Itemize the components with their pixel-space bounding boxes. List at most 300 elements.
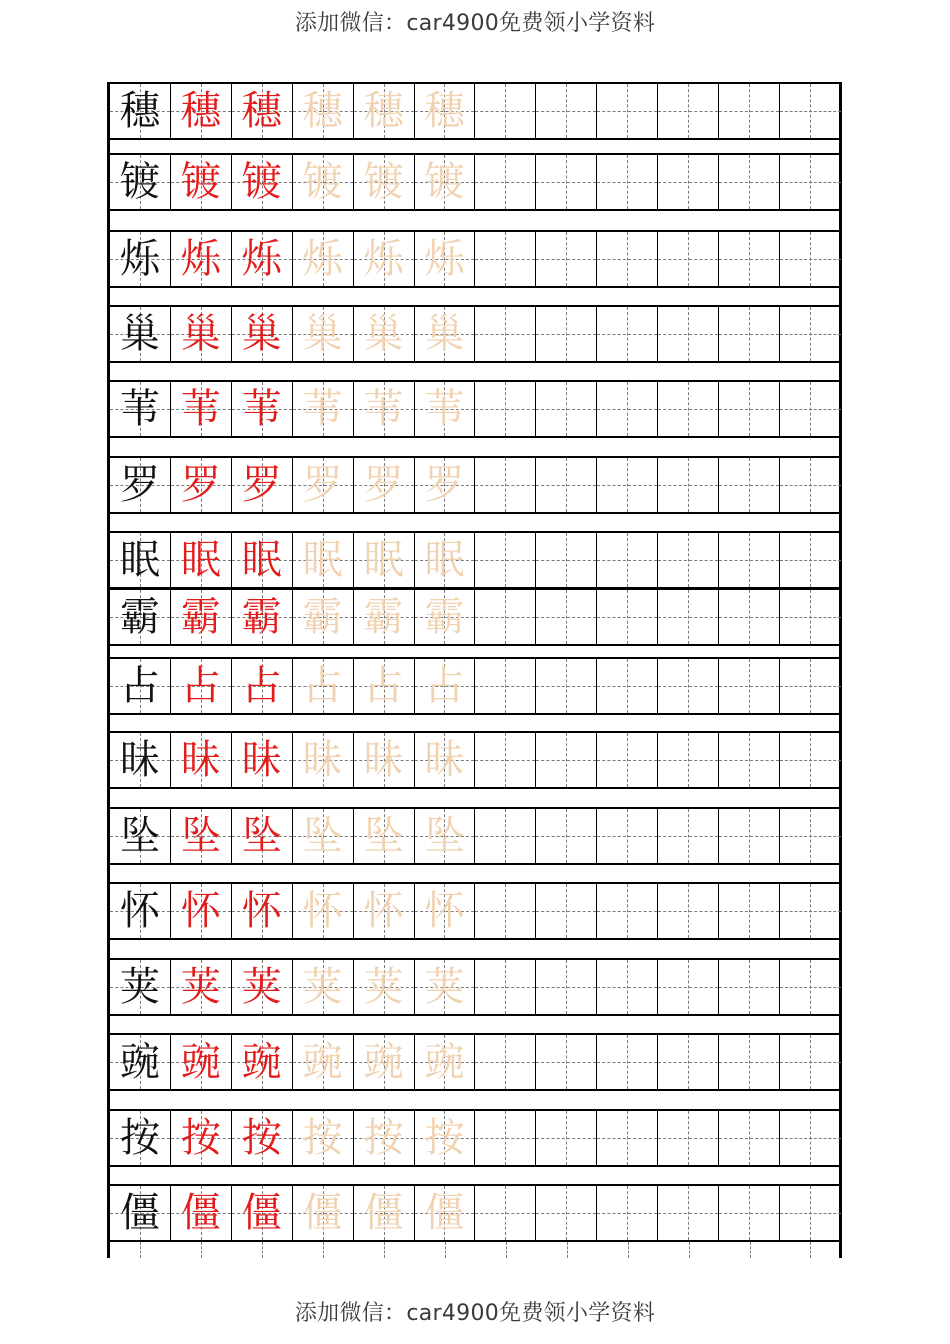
red-example-cell [171, 733, 232, 787]
blank-writing-cell [597, 1111, 658, 1165]
trace-character-cell [354, 84, 415, 138]
trace-character: 昧 [424, 737, 465, 783]
trace-character-cell [354, 733, 415, 787]
practice-row [110, 588, 839, 646]
blank-writing-cell [536, 733, 597, 787]
trace-character: 烁 [424, 236, 465, 282]
blank-writing-cell [475, 809, 536, 863]
trace-character: 荚 [302, 964, 343, 1010]
trace-character-cell [415, 733, 476, 787]
trace-character-cell [354, 809, 415, 863]
example-character: 烁 [180, 236, 221, 282]
red-example-cell [232, 458, 293, 512]
blank-writing-cell [719, 1186, 780, 1240]
blank-writing-cell [780, 733, 841, 787]
blank-writing-cell [658, 884, 719, 938]
practice-row [110, 230, 839, 288]
trace-character-cell [415, 232, 476, 286]
red-example-cell [232, 155, 293, 209]
blank-writing-cell [780, 1111, 841, 1165]
trace-character-cell [293, 809, 354, 863]
trace-character-cell [293, 307, 354, 361]
trace-character-cell [415, 809, 476, 863]
trace-character: 怀 [424, 888, 465, 934]
example-character: 怀 [180, 888, 221, 934]
example-character: 僵 [180, 1190, 221, 1236]
example-character: 眠 [241, 537, 282, 583]
blank-writing-cell [658, 382, 719, 436]
practice-row [110, 153, 839, 211]
blank-writing-cell [597, 382, 658, 436]
blank-writing-cell [658, 1035, 719, 1089]
red-example-cell [171, 458, 232, 512]
blank-writing-cell [597, 232, 658, 286]
trace-character-cell [354, 1035, 415, 1089]
trace-character: 镀 [302, 159, 343, 205]
footer-watermark: 添加微信：car4900免费领小学资料 [294, 1301, 656, 1326]
blank-writing-cell [536, 884, 597, 938]
example-character: 霸 [180, 594, 221, 640]
red-example-cell [171, 659, 232, 713]
blank-writing-cell [475, 155, 536, 209]
trace-character: 巢 [424, 311, 465, 357]
trace-character: 苇 [302, 386, 343, 432]
example-character: 占 [180, 663, 221, 709]
model-character-cell [110, 1111, 171, 1165]
practice-row [110, 657, 839, 715]
example-character: 怀 [241, 888, 282, 934]
example-character: 穗 [180, 88, 221, 134]
trace-character: 穗 [302, 88, 343, 134]
blank-writing-cell [719, 884, 780, 938]
blank-writing-cell [780, 1035, 841, 1089]
tail-guide [293, 1242, 354, 1258]
blank-writing-cell [597, 960, 658, 1014]
red-example-cell [232, 960, 293, 1014]
blank-writing-cell [780, 382, 841, 436]
trace-character-cell [415, 884, 476, 938]
practice-row [110, 305, 839, 363]
model-character: 穗 [119, 88, 160, 134]
red-example-cell [232, 1035, 293, 1089]
blank-writing-cell [536, 960, 597, 1014]
example-character: 苇 [241, 386, 282, 432]
blank-writing-cell [536, 155, 597, 209]
model-character-cell [110, 84, 171, 138]
trace-character-cell [293, 659, 354, 713]
blank-writing-cell [658, 1186, 719, 1240]
blank-writing-cell [658, 733, 719, 787]
blank-writing-cell [780, 307, 841, 361]
model-character: 僵 [119, 1190, 160, 1236]
red-example-cell [232, 884, 293, 938]
trace-character-cell [354, 1186, 415, 1240]
blank-writing-cell [536, 1111, 597, 1165]
example-character: 占 [241, 663, 282, 709]
example-character: 镀 [241, 159, 282, 205]
trace-character: 烁 [302, 236, 343, 282]
model-character-cell [110, 382, 171, 436]
blank-writing-cell [658, 590, 719, 644]
red-example-cell [171, 1186, 232, 1240]
blank-writing-cell [597, 84, 658, 138]
example-character: 昧 [241, 737, 282, 783]
trace-character: 坠 [302, 813, 343, 859]
trace-character-cell [354, 307, 415, 361]
blank-writing-cell [719, 84, 780, 138]
trace-character: 巢 [363, 311, 404, 357]
trace-character: 坠 [424, 813, 465, 859]
trace-character: 罗 [424, 462, 465, 508]
trace-character-cell [354, 884, 415, 938]
blank-writing-cell [719, 1035, 780, 1089]
blank-writing-cell [536, 307, 597, 361]
example-character: 霸 [241, 594, 282, 640]
model-character-cell [110, 1186, 171, 1240]
model-character: 罗 [119, 462, 160, 508]
red-example-cell [232, 809, 293, 863]
trace-character: 苇 [363, 386, 404, 432]
blank-writing-cell [536, 382, 597, 436]
blank-writing-cell [475, 307, 536, 361]
blank-writing-cell [719, 382, 780, 436]
model-character: 坠 [119, 813, 160, 859]
blank-writing-cell [719, 590, 780, 644]
blank-writing-cell [719, 659, 780, 713]
red-example-cell [171, 155, 232, 209]
example-character: 苇 [180, 386, 221, 432]
model-character-cell [110, 960, 171, 1014]
blank-writing-cell [536, 533, 597, 587]
example-character: 穗 [241, 88, 282, 134]
model-character-cell [110, 1035, 171, 1089]
model-character-cell [110, 232, 171, 286]
model-character: 豌 [119, 1039, 160, 1085]
trace-character: 僵 [363, 1190, 404, 1236]
blank-writing-cell [658, 809, 719, 863]
tail-guide [415, 1242, 476, 1258]
red-example-cell [232, 733, 293, 787]
example-character: 巢 [241, 311, 282, 357]
trace-character: 豌 [424, 1039, 465, 1085]
example-character: 巢 [180, 311, 221, 357]
trace-character: 豌 [363, 1039, 404, 1085]
example-character: 僵 [241, 1190, 282, 1236]
practice-row [110, 456, 839, 514]
trace-character: 眠 [424, 537, 465, 583]
blank-writing-cell [536, 590, 597, 644]
blank-writing-cell [780, 590, 841, 644]
trace-character-cell [293, 84, 354, 138]
red-example-cell [232, 659, 293, 713]
blank-writing-cell [658, 232, 719, 286]
blank-writing-cell [475, 733, 536, 787]
blank-writing-cell [475, 382, 536, 436]
trace-character: 昧 [302, 737, 343, 783]
blank-writing-cell [597, 533, 658, 587]
tail-guide [110, 1242, 171, 1258]
trace-character-cell [293, 1186, 354, 1240]
header-watermark: 添加微信：car4900免费领小学资料 [294, 11, 656, 36]
blank-writing-cell [597, 307, 658, 361]
trace-character-cell [293, 232, 354, 286]
trace-character: 荚 [424, 964, 465, 1010]
trace-character-cell [354, 382, 415, 436]
trace-character-cell [293, 1111, 354, 1165]
trace-character: 怀 [363, 888, 404, 934]
red-example-cell [232, 590, 293, 644]
blank-writing-cell [475, 960, 536, 1014]
trace-character: 镀 [424, 159, 465, 205]
trace-character: 豌 [302, 1039, 343, 1085]
blank-writing-cell [475, 1111, 536, 1165]
red-example-cell [171, 533, 232, 587]
blank-writing-cell [780, 1186, 841, 1240]
model-character: 巢 [119, 311, 160, 357]
blank-writing-cell [780, 84, 841, 138]
trace-character: 按 [302, 1115, 343, 1161]
red-example-cell [171, 84, 232, 138]
tail-guide [475, 1242, 536, 1258]
red-example-cell [232, 533, 293, 587]
blank-writing-cell [536, 84, 597, 138]
red-example-cell [232, 1111, 293, 1165]
example-character: 烁 [241, 236, 282, 282]
blank-writing-cell [780, 659, 841, 713]
trace-character: 怀 [302, 888, 343, 934]
trace-character: 占 [363, 663, 404, 709]
red-example-cell [171, 1035, 232, 1089]
blank-writing-cell [780, 809, 841, 863]
example-character: 昧 [180, 737, 221, 783]
tail-guide [780, 1242, 841, 1258]
blank-writing-cell [719, 307, 780, 361]
example-character: 荚 [180, 964, 221, 1010]
red-example-cell [171, 590, 232, 644]
model-character-cell [110, 307, 171, 361]
blank-writing-cell [719, 458, 780, 512]
example-character: 镀 [180, 159, 221, 205]
blank-writing-cell [475, 533, 536, 587]
example-character: 按 [241, 1115, 282, 1161]
tail-guide [354, 1242, 415, 1258]
blank-writing-cell [597, 733, 658, 787]
trace-character: 按 [363, 1115, 404, 1161]
trace-character-cell [415, 1035, 476, 1089]
trace-character-cell [415, 590, 476, 644]
trace-character-cell [293, 960, 354, 1014]
trace-character-cell [415, 1186, 476, 1240]
blank-writing-cell [597, 809, 658, 863]
blank-writing-cell [536, 1035, 597, 1089]
practice-row [110, 1184, 839, 1242]
trace-character: 穗 [424, 88, 465, 134]
blank-writing-cell [597, 458, 658, 512]
red-example-cell [232, 307, 293, 361]
example-character: 眠 [180, 537, 221, 583]
trace-character-cell [415, 1111, 476, 1165]
trace-character: 按 [424, 1115, 465, 1161]
blank-writing-cell [719, 155, 780, 209]
red-example-cell [171, 960, 232, 1014]
blank-writing-cell [780, 960, 841, 1014]
trace-character-cell [354, 155, 415, 209]
trace-character-cell [354, 232, 415, 286]
model-character: 烁 [119, 236, 160, 282]
trace-character: 霸 [363, 594, 404, 640]
blank-writing-cell [536, 232, 597, 286]
blank-writing-cell [475, 1186, 536, 1240]
blank-writing-cell [780, 458, 841, 512]
blank-writing-cell [658, 307, 719, 361]
trace-character: 苇 [424, 386, 465, 432]
practice-row [110, 380, 839, 438]
trace-character: 占 [424, 663, 465, 709]
red-example-cell [232, 84, 293, 138]
trace-character: 霸 [424, 594, 465, 640]
tail-guide [658, 1242, 719, 1258]
blank-writing-cell [475, 1035, 536, 1089]
blank-writing-cell [536, 1186, 597, 1240]
trace-character-cell [415, 458, 476, 512]
trace-character-cell [415, 960, 476, 1014]
trace-character: 镀 [363, 159, 404, 205]
trace-character: 罗 [302, 462, 343, 508]
trace-character-cell [415, 659, 476, 713]
blank-writing-cell [719, 533, 780, 587]
model-character: 占 [119, 663, 160, 709]
practice-row [110, 1109, 839, 1167]
trace-character-cell [293, 458, 354, 512]
blank-writing-cell [475, 232, 536, 286]
blank-writing-cell [780, 155, 841, 209]
red-example-cell [171, 884, 232, 938]
model-character-cell [110, 155, 171, 209]
tail-guide [597, 1242, 658, 1258]
blank-writing-cell [780, 232, 841, 286]
trace-character-cell [293, 155, 354, 209]
trace-character-cell [415, 155, 476, 209]
trace-character-cell [293, 1035, 354, 1089]
trace-character-cell [354, 590, 415, 644]
trace-character-cell [293, 382, 354, 436]
blank-writing-cell [658, 84, 719, 138]
model-character: 镀 [119, 159, 160, 205]
trace-character: 眠 [302, 537, 343, 583]
trace-character-cell [354, 659, 415, 713]
blank-writing-cell [475, 590, 536, 644]
blank-writing-cell [475, 84, 536, 138]
red-example-cell [171, 809, 232, 863]
trace-character-cell [415, 84, 476, 138]
model-character-cell [110, 590, 171, 644]
tail-guide [536, 1242, 597, 1258]
practice-row [110, 731, 839, 789]
model-character: 眠 [119, 537, 160, 583]
blank-writing-cell [658, 458, 719, 512]
trace-character: 僵 [302, 1190, 343, 1236]
model-character-cell [110, 659, 171, 713]
blank-writing-cell [597, 884, 658, 938]
model-character: 怀 [119, 888, 160, 934]
red-example-cell [171, 1111, 232, 1165]
blank-writing-cell [597, 659, 658, 713]
blank-writing-cell [719, 960, 780, 1014]
trace-character: 荚 [363, 964, 404, 1010]
blank-writing-cell [475, 458, 536, 512]
trace-character-cell [415, 533, 476, 587]
example-character: 罗 [180, 462, 221, 508]
trace-character-cell [354, 458, 415, 512]
trace-character: 僵 [424, 1190, 465, 1236]
example-character: 按 [180, 1115, 221, 1161]
red-example-cell [232, 382, 293, 436]
blank-writing-cell [719, 809, 780, 863]
model-character-cell [110, 733, 171, 787]
grid-tail-guides [110, 1242, 839, 1258]
blank-writing-cell [780, 884, 841, 938]
red-example-cell [171, 307, 232, 361]
trace-character: 罗 [363, 462, 404, 508]
trace-character-cell [293, 884, 354, 938]
blank-writing-cell [658, 659, 719, 713]
model-character: 荚 [119, 964, 160, 1010]
blank-writing-cell [536, 659, 597, 713]
trace-character: 眠 [363, 537, 404, 583]
trace-character-cell [293, 733, 354, 787]
red-example-cell [171, 382, 232, 436]
trace-character: 烁 [363, 236, 404, 282]
model-character: 按 [119, 1115, 160, 1161]
model-character-cell [110, 458, 171, 512]
tail-guide [719, 1242, 780, 1258]
model-character-cell [110, 809, 171, 863]
trace-character: 坠 [363, 813, 404, 859]
example-character: 荚 [241, 964, 282, 1010]
trace-character-cell [415, 307, 476, 361]
blank-writing-cell [597, 155, 658, 209]
practice-row [110, 807, 839, 865]
blank-writing-cell [719, 232, 780, 286]
blank-writing-cell [658, 960, 719, 1014]
trace-character: 霸 [302, 594, 343, 640]
example-character: 坠 [180, 813, 221, 859]
model-character-cell [110, 884, 171, 938]
practice-row [110, 531, 839, 589]
trace-character: 昧 [363, 737, 404, 783]
trace-character-cell [415, 382, 476, 436]
model-character: 昧 [119, 737, 160, 783]
practice-row [110, 1033, 839, 1091]
example-character: 豌 [241, 1039, 282, 1085]
trace-character: 巢 [302, 311, 343, 357]
model-character: 霸 [119, 594, 160, 640]
trace-character-cell [354, 533, 415, 587]
practice-row [110, 82, 839, 140]
practice-grid-sheet [107, 82, 842, 1258]
tail-guide [232, 1242, 293, 1258]
blank-writing-cell [658, 155, 719, 209]
blank-writing-cell [475, 884, 536, 938]
blank-writing-cell [780, 533, 841, 587]
trace-character-cell [354, 1111, 415, 1165]
blank-writing-cell [597, 1186, 658, 1240]
red-example-cell [232, 1186, 293, 1240]
blank-writing-cell [597, 1035, 658, 1089]
red-example-cell [171, 232, 232, 286]
practice-row [110, 958, 839, 1016]
trace-character: 占 [302, 663, 343, 709]
